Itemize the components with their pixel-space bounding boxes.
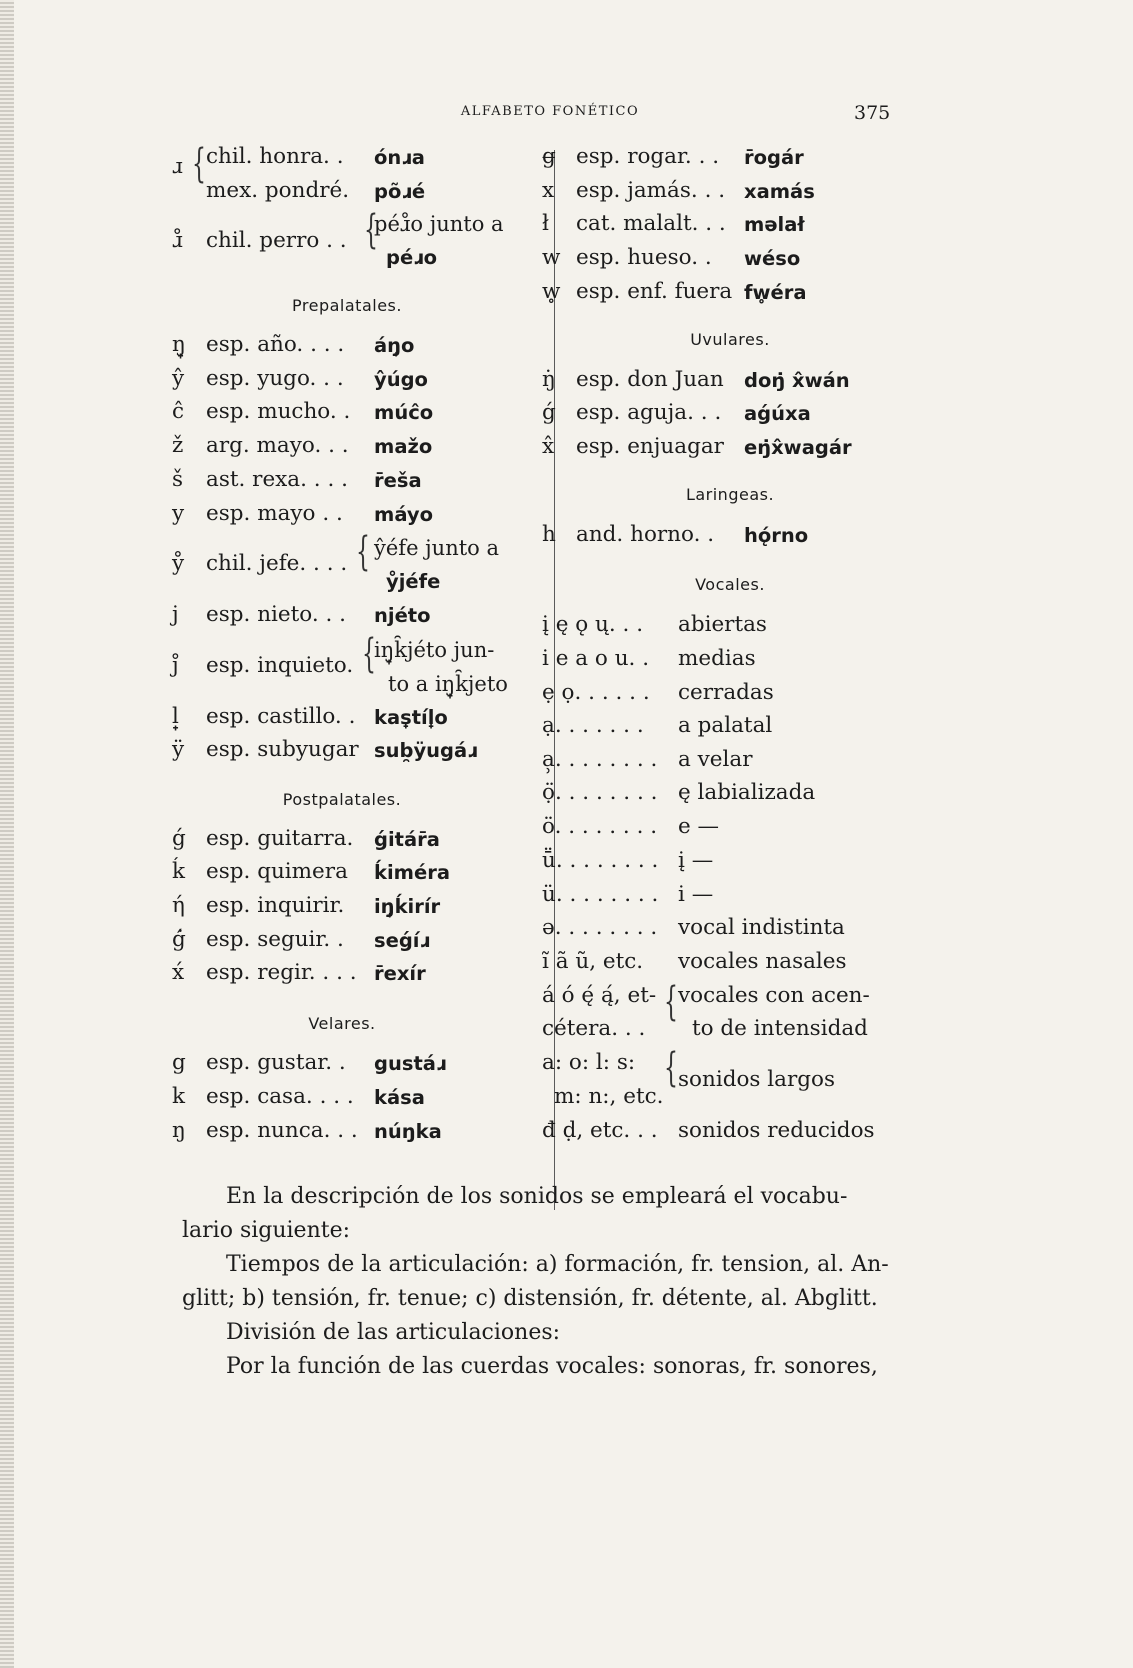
symbol: ḱ — [172, 859, 186, 884]
example: xamás — [744, 180, 815, 203]
example: njéto — [374, 604, 431, 627]
brace: { — [664, 1045, 678, 1091]
example: ŷúgo — [374, 368, 428, 391]
example: aǵúxa — [744, 402, 811, 425]
symbol: ọ̈. . . . . . . . — [542, 780, 658, 805]
symbol: ẹ ọ. . . . . . — [542, 680, 650, 705]
symbol: a̹. . . . . . . . — [542, 747, 658, 772]
description: ast. rexa. . . . — [206, 467, 348, 492]
symbol: y — [172, 501, 185, 526]
description: and. horno. . — [576, 522, 715, 547]
symbol: w — [542, 245, 561, 270]
description: a palatal — [678, 713, 773, 738]
text-line: lario siguiente: — [182, 1218, 351, 1243]
section-heading: Vocales. — [695, 575, 765, 594]
example: núŋka — [374, 1120, 442, 1143]
description: esp. inquirir. — [206, 893, 345, 918]
description: esp. mayo . . — [206, 501, 343, 526]
example: ónɹa — [374, 146, 425, 169]
description: abiertas — [678, 612, 767, 637]
example: iŋ̟k̑jéto jun- — [374, 638, 495, 662]
description: esp. hueso. . — [576, 245, 712, 270]
description: esp. gustar. . — [206, 1050, 346, 1075]
symbol: ǵ̇ — [172, 927, 186, 952]
example: r̄eša — [374, 469, 422, 492]
description: vocales con acen- — [678, 983, 870, 1008]
description: chil. jefe. . . . — [206, 551, 348, 576]
section-heading: Prepalatales. — [292, 296, 402, 315]
description: mex. pondré. — [206, 178, 350, 203]
description: chil. perro . . — [206, 228, 347, 253]
description: į — — [678, 848, 714, 873]
symbol: j — [172, 602, 179, 627]
example: hǫ́rno — [744, 524, 809, 547]
description: esp. rogar. . . — [576, 144, 720, 169]
example: péɹ̊o junto a — [374, 212, 504, 236]
description: esp. enf. fuera — [576, 279, 733, 304]
symbol: ǵ — [172, 826, 186, 851]
section-heading: Postpalatales. — [282, 790, 402, 809]
example: põɹé — [374, 180, 426, 203]
symbol: x — [542, 178, 555, 203]
description: esp. jamás. . . — [576, 178, 726, 203]
description: esp. subyugar — [206, 737, 359, 762]
brace: { — [192, 141, 206, 187]
symbol: ž — [172, 433, 184, 458]
example: to a iŋ̟k̑jeto — [388, 672, 508, 696]
description: esp. casa. . . . — [206, 1084, 354, 1109]
symbol: đ ḍ, etc. . . — [542, 1118, 658, 1143]
example: eŋ̇x̂wagár — [744, 436, 852, 459]
example: áŋ̟o — [374, 334, 415, 357]
description: vocal indistinta — [678, 915, 845, 940]
example: sub̯ÿugáɹ — [374, 739, 478, 762]
description: i — — [678, 882, 714, 907]
example: kása — [374, 1086, 425, 1109]
example: péɹo — [386, 246, 438, 269]
body-text — [182, 1180, 902, 1384]
running-title: ALFABETO FONÉTICO — [460, 104, 640, 119]
example: máyo — [374, 503, 433, 526]
description: esp. castillo. . — [206, 704, 356, 729]
example: kas̟tíl̟o — [374, 706, 448, 729]
symbol: ŋ̟ — [172, 332, 186, 357]
example: r̄exír — [374, 962, 426, 985]
description: ę labializada — [678, 780, 816, 805]
description: e — — [678, 814, 720, 839]
symbol: g̶ — [542, 144, 556, 169]
symbol: j̊ — [172, 653, 179, 678]
example: fw̥éra — [744, 281, 807, 304]
symbol: ẙ — [172, 551, 185, 576]
symbol: ɹ — [172, 154, 183, 179]
description: medias — [678, 646, 756, 671]
description: chil. honra. . — [206, 144, 344, 169]
symbol: ǵ — [542, 400, 556, 425]
description: esp. guitarra. — [206, 826, 354, 851]
description: esp. nieto. . . — [206, 602, 347, 627]
brace: { — [664, 979, 678, 1025]
description: esp. yugo. . . — [206, 366, 344, 391]
example: iŋ̟ḱirír — [374, 895, 441, 918]
brace: { — [356, 529, 370, 575]
example: gustáɹ — [374, 1052, 447, 1075]
symbol: k — [172, 1084, 186, 1109]
symbol: w̥ — [542, 279, 561, 304]
symbol: ṻ. . . . . . . . — [542, 848, 659, 873]
description: esp. año. . . . — [206, 332, 345, 357]
section-heading: Laringeas. — [685, 485, 775, 504]
brace: { — [362, 631, 376, 677]
symbol: ŷ — [172, 366, 185, 391]
symbol: i e a o u. . — [542, 646, 650, 671]
symbol: ł — [542, 211, 549, 236]
symbol: š — [172, 467, 184, 492]
scanned-page-edge — [0, 0, 14, 1668]
example: ǵitár̄a — [374, 828, 440, 851]
description: esp. mucho. . — [206, 399, 351, 424]
symbol: h — [542, 522, 556, 547]
description: vocales nasales — [678, 949, 847, 974]
symbol: į ę ǫ ų. . . — [542, 612, 644, 637]
example: ḱiméra — [374, 861, 450, 884]
symbol: ĉ — [172, 399, 185, 424]
example: r̄ogár — [744, 146, 804, 169]
page-number: 375 — [854, 102, 891, 124]
text-line: En la descripción de los sonidos se empleará el vocabu- — [226, 1184, 848, 1209]
example: wéso — [744, 247, 801, 270]
brace: { — [364, 207, 378, 253]
description: esp. nunca. . . — [206, 1118, 358, 1143]
description: esp. quimera — [206, 859, 348, 884]
symbol: g — [172, 1050, 186, 1075]
symbol: m: n:, etc. — [554, 1084, 664, 1109]
symbol: ü. . . . . . . . — [542, 882, 659, 907]
description: a velar — [678, 747, 753, 772]
example: ẙjéfe — [386, 570, 441, 593]
description: cat. malalt. . . — [576, 211, 726, 236]
description: sonidos largos — [678, 1067, 835, 1092]
symbol: ö. . . . . . . . — [542, 814, 658, 839]
running-head — [0, 104, 1133, 124]
symbol: l̟ — [172, 704, 179, 729]
symbol: ÿ — [172, 737, 185, 762]
description: to de intensidad — [692, 1016, 868, 1041]
symbol: cétera. . . — [542, 1016, 646, 1041]
description: esp. seguir. . — [206, 927, 344, 952]
description: esp. enjuagar — [576, 434, 724, 459]
description: esp. don Juan — [576, 367, 724, 392]
example: ŷéfe junto a — [374, 536, 500, 560]
example: mažo — [374, 435, 433, 458]
symbol: á ó ę́ ą́, et- — [542, 983, 657, 1008]
description: cerradas — [678, 680, 774, 705]
text-line: División de las articulaciones: — [226, 1320, 561, 1345]
symbol: ạ. . . . . . . — [542, 713, 644, 738]
symbol: ɹ̊ — [172, 228, 183, 253]
symbol: x́ — [172, 960, 185, 985]
example: doŋ̇ x̂wán — [744, 369, 850, 392]
symbol: ŋ — [172, 1118, 186, 1143]
symbol: x̂ — [542, 434, 555, 459]
text-line: glitt; b) tensión, fr. tenue; c) distensión, fr. détente, al. Abglitt. — [182, 1286, 878, 1311]
description: arg. mayo. . . — [206, 433, 349, 458]
symbol: a: o: l: s: — [542, 1050, 636, 1075]
description: esp. aguja. . . — [576, 400, 722, 425]
description: esp. regir. . . . — [206, 960, 357, 985]
example: məlał — [744, 213, 805, 236]
symbol: ə. . . . . . . . — [542, 915, 658, 940]
example: seǵíɹ — [374, 929, 430, 952]
section-heading: Uvulares. — [690, 330, 770, 349]
symbol: ĩ ã ũ, etc. — [542, 949, 644, 974]
section-heading: Velares. — [308, 1014, 376, 1033]
text-line: Por la función de las cuerdas vocales: sonoras, fr. sonores, — [226, 1354, 878, 1379]
description: esp. inquieto. — [206, 653, 354, 678]
symbol: ŋ̇ — [542, 367, 556, 392]
example: múĉo — [374, 401, 434, 424]
text-line: Tiempos de la articulación: a) formación, fr. tension, al. An- — [226, 1252, 889, 1277]
description: sonidos reducidos — [678, 1118, 875, 1143]
symbol: ή — [172, 893, 185, 918]
